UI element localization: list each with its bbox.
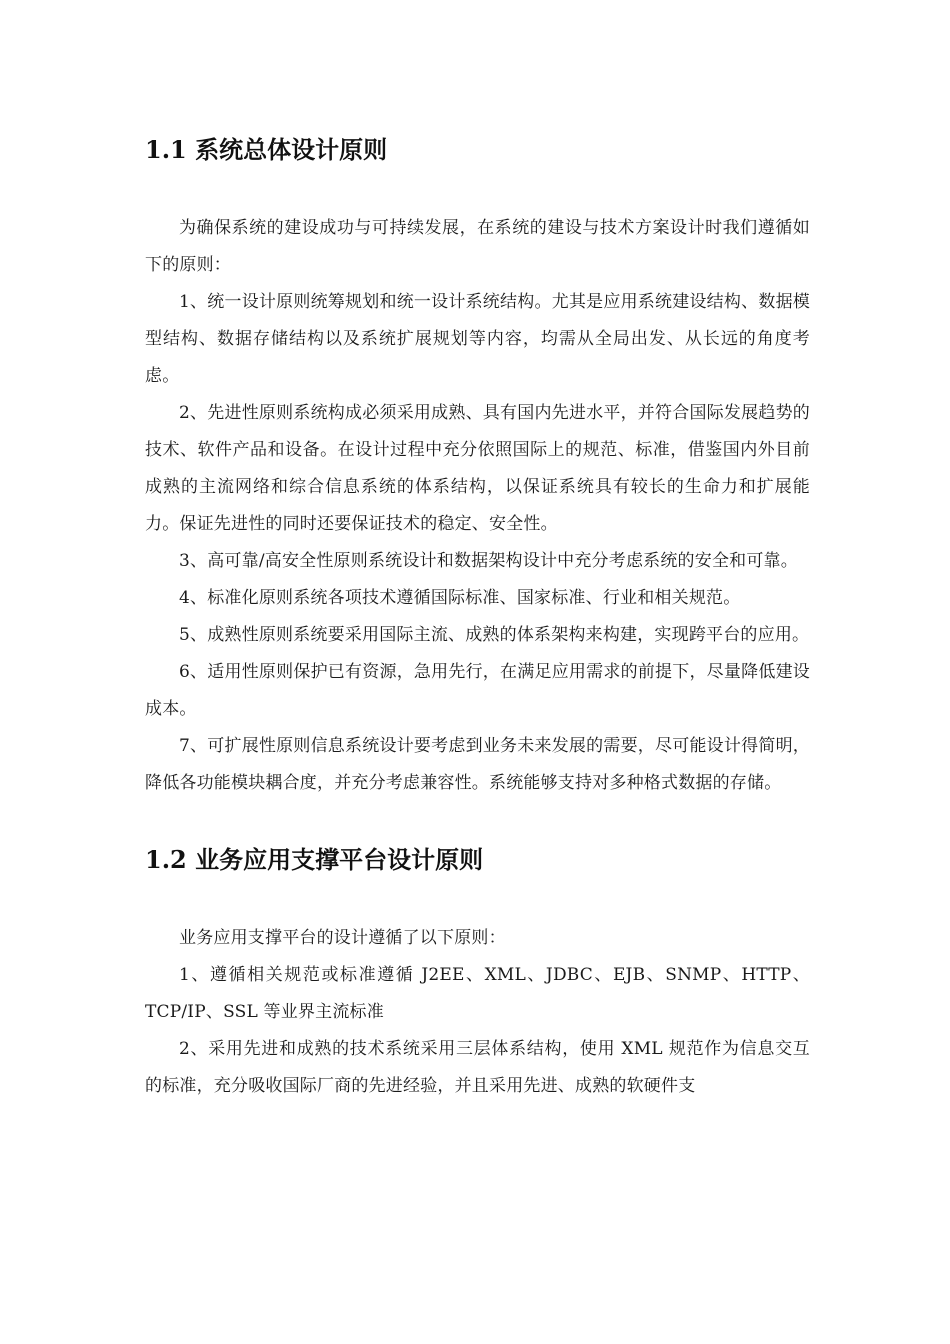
intro-paragraph: 业务应用支撑平台的设计遵循了以下原则：: [179, 928, 506, 948]
intro-paragraph: 为确保系统的建设成功与可持续发展，在系统的建设与技术方案设计时我们遵循如下的原则：: [145, 218, 810, 275]
principle-paragraph: 2、先进性原则系统构成必须采用成熟、具有国内先进水平，并符合国际发展趋势的技术、软件产品和设备。在设计过程中充分依照国际上的规范、标准，借鉴国内外目前成熟的主流网络和综合信息系统的体系结构，以保证系统具有较长的生命力和扩展能力。保证先进性的同时还要保证技术的稳定、安全性。: [145, 403, 810, 534]
document-body: [145, 128, 810, 1105]
section-heading: 1.1 系统总体设计原则: [145, 135, 388, 164]
section-platform-design-principles: [145, 838, 810, 1105]
principle-paragraph: 2、采用先进和成熟的技术系统采用三层体系结构，使用 XML 规范作为信息交互的标准，充分吸收国际厂商的先进经验，并且采用先进、成熟的软硬件支: [145, 1039, 810, 1096]
principle-paragraph: 7、可扩展性原则信息系统设计要考虑到业务未来发展的需要，尽可能设计得简明，降低各功能模块耦合度，并充分考虑兼容性。系统能够支持对多种格式数据的存储。: [145, 736, 810, 793]
section-system-design-principles: [145, 128, 810, 802]
principle-paragraph: 6、适用性原则保护已有资源，急用先行，在满足应用需求的前提下，尽量降低建设成本。: [145, 662, 810, 719]
principle-paragraph: 1、统一设计原则统筹规划和统一设计系统结构。尤其是应用系统建设结构、数据模型结构、数据存储结构以及系统扩展规划等内容，均需从全局出发、从长远的角度考虑。: [145, 292, 810, 386]
section-heading: 1.2 业务应用支撑平台设计原则: [145, 845, 484, 874]
principle-paragraph: 1、遵循相关规范或标准遵循 J2EE、XML、JDBC、EJB、SNMP、HTTP、TCP/IP、SSL 等业界主流标准: [145, 965, 810, 1022]
principle-paragraph: 5、成熟性原则系统要采用国际主流、成熟的体系架构来构建，实现跨平台的应用。: [179, 625, 810, 645]
principle-paragraph: 3、高可靠/高安全性原则系统设计和数据架构设计中充分考虑系统的安全和可靠。: [179, 551, 798, 571]
principle-paragraph: 4、标准化原则系统各项技术遵循国际标准、国家标准、行业和相关规范。: [179, 588, 741, 608]
